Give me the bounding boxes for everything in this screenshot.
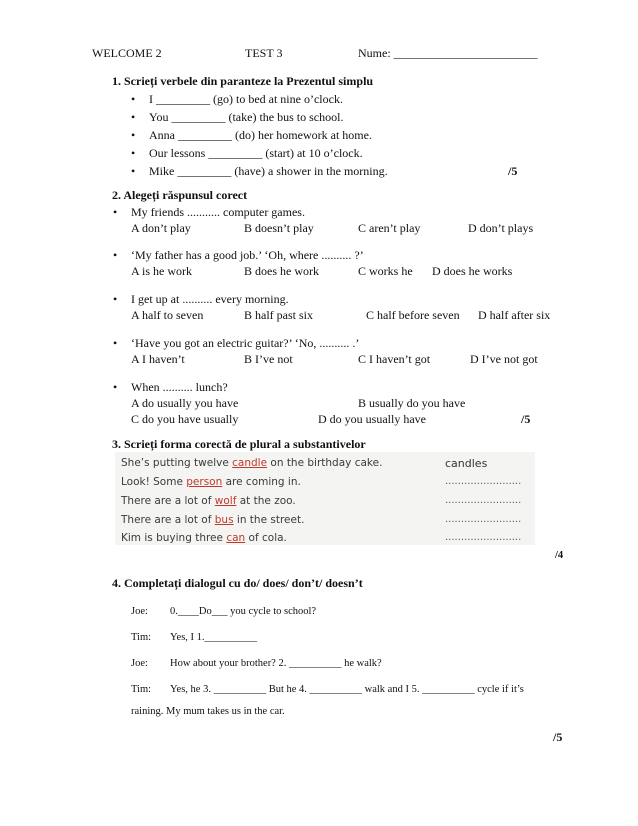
option-a[interactable]: A I haven’t — [131, 352, 185, 366]
test-label: TEST 3 — [245, 46, 283, 60]
option-c[interactable]: C works he — [358, 264, 413, 278]
option-a[interactable]: A half to seven — [131, 308, 204, 322]
exercise-line: Look! Some person are coming in. — [121, 476, 301, 488]
option-b[interactable]: B doesn’t play — [244, 221, 314, 235]
exercise-line: Kim is buying three can of cola. — [121, 532, 287, 544]
question: • My friends ........... computer games. — [131, 205, 305, 220]
name-field[interactable]: Nume: ________________________ — [358, 46, 538, 60]
answer-blank[interactable]: ........................ — [445, 532, 522, 543]
option-a[interactable]: A don’t play — [131, 221, 191, 235]
speaker: Tim: — [131, 684, 152, 695]
answer-example: candles — [445, 457, 488, 470]
question: • ‘Have you got an electric guitar?’ ‘No, .......... .’ — [131, 336, 359, 351]
course-label: WELCOME 2 — [92, 46, 162, 60]
option-a[interactable]: A do usually you have — [131, 396, 239, 410]
option-c[interactable]: C half before seven — [366, 308, 460, 322]
option-d[interactable]: D I’ve not got — [470, 352, 538, 366]
list-item: • I _________ (go) to bed at nine o’clock. — [149, 92, 343, 107]
option-d[interactable]: D do you usually have — [318, 412, 426, 426]
list-item: • Anna _________ (do) her homework at home. — [149, 128, 372, 143]
speaker: Joe: — [131, 658, 148, 669]
question: • I get up at .......... every morning. — [131, 292, 289, 307]
section3-title: 3. Scrieți forma corectă de plural a substantivelor — [112, 437, 366, 451]
exercise-line: There are a lot of wolf at the zoo. — [121, 495, 296, 507]
option-b[interactable]: B half past six — [244, 308, 313, 322]
section2-score: /5 — [521, 412, 531, 426]
list-item: • You _________ (take) the bus to school. — [149, 110, 343, 125]
dialogue-line[interactable]: Yes, he 3. __________ But he 4. __________ walk and I 5. __________ cycle if it’s — [170, 684, 524, 695]
option-c[interactable]: C I haven’t got — [358, 352, 431, 366]
section3-score: /4 — [555, 550, 564, 561]
question: • ‘My father has a good job.’ ‘Oh, where .......... ?’ — [131, 248, 364, 263]
dialogue-line[interactable]: Yes, I 1.__________ — [170, 632, 258, 643]
exercise-line: There are a lot of bus in the street. — [121, 514, 305, 526]
section2-title: 2. Alegeți răspunsul corect — [112, 188, 248, 202]
option-b[interactable]: B does he work — [244, 264, 319, 278]
section1-title: 1. Scrieți verbele din paranteze la Prezentul simplu — [112, 74, 374, 88]
option-d[interactable]: D half after six — [478, 308, 551, 322]
question: • When .......... lunch? — [131, 380, 228, 395]
option-b[interactable]: B usually do you have — [358, 396, 466, 410]
speaker: Joe: — [131, 606, 148, 617]
option-c[interactable]: C do you have usually — [131, 412, 239, 426]
exercise-line: She’s putting twelve candle on the birthday cake. — [121, 457, 383, 469]
list-item: • Mike _________ (have) a shower in the morning. — [149, 164, 388, 179]
list-item: • Our lessons _________ (start) at 10 o’clock. — [149, 146, 363, 161]
option-b[interactable]: B I’ve not — [244, 352, 293, 366]
option-a[interactable]: A is he work — [131, 264, 192, 278]
speaker: Tim: — [131, 632, 152, 643]
answer-blank[interactable]: ........................ — [445, 476, 522, 487]
option-d[interactable]: D don’t plays — [468, 221, 534, 235]
option-d[interactable]: D does he works — [432, 264, 513, 278]
dialogue-line[interactable]: 0.____Do___ you cycle to school? — [170, 606, 317, 617]
dialogue-continuation: raining. My mum takes us in the car. — [131, 706, 285, 717]
exercise-image — [115, 452, 535, 545]
answer-blank[interactable]: ........................ — [445, 495, 522, 506]
section4-title: 4. Completați dialogul cu do/ does/ don’t/ doesn’t — [112, 576, 363, 590]
section1-score: /5 — [508, 164, 518, 178]
answer-blank[interactable]: ........................ — [445, 514, 522, 525]
option-c[interactable]: C aren’t play — [358, 221, 421, 235]
dialogue-line[interactable]: How about your brother? 2. __________ he walk? — [170, 658, 382, 669]
section4-score: /5 — [553, 730, 563, 744]
